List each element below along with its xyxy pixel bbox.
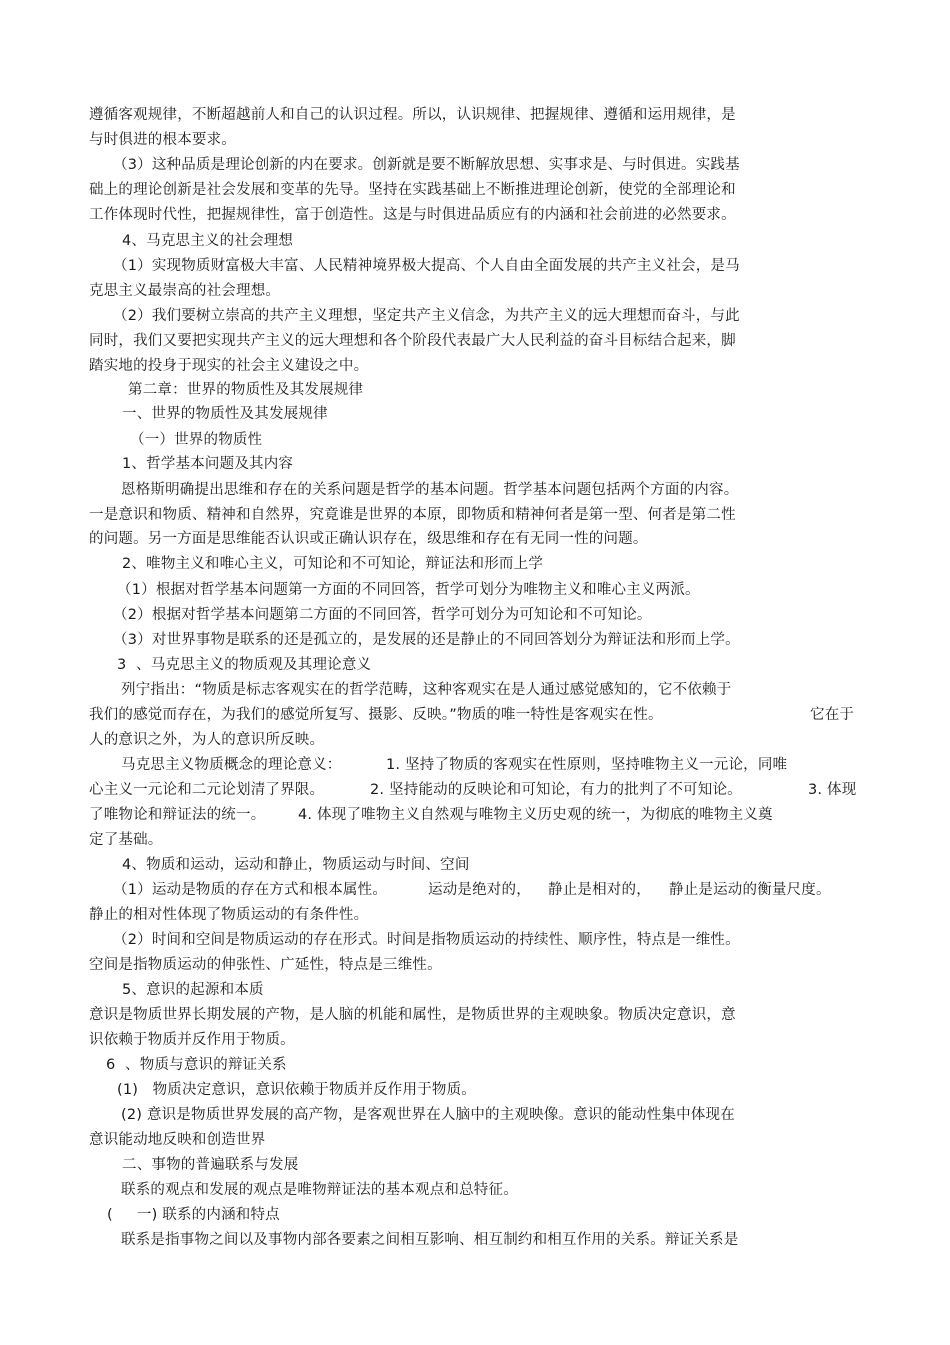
- section-heading: 二、事物的普遍联系与发展: [122, 1157, 299, 1173]
- text-line: 4. 体现了唯物主义自然观与唯物主义历史观的统一，为彻底的唯物主义奠: [298, 807, 773, 823]
- text-line: 心主义一元论和二元论划清了界限。: [89, 782, 325, 798]
- text-line: （2）我们要树立崇高的共产主义理想，坚定共产主义信念，为共产主义的远大理想而奋斗，与此: [113, 308, 740, 324]
- text-line: 一是意识和物质、精神和自然界，究竟谁是世界的本原，即物质和精神何者是第一型、何者是第二性: [89, 507, 736, 523]
- section-heading: 4、物质和运动，运动和静止，物质运动与时间、空间: [122, 857, 470, 873]
- text-line: （2）根据对哲学基本问题第二方面的不同回答，哲学可划分为可知论和不可知论。: [113, 607, 652, 623]
- text-line: 与时俱进的根本要求。: [89, 132, 236, 148]
- subsection-heading: （一）世界的物质性: [130, 432, 263, 448]
- text-line: 人的意识之外，为人的意识所反映。: [89, 732, 325, 748]
- text-line: 静止是运动的衡量尺度。: [669, 882, 831, 898]
- text-line: 踏实地的投身于现实的社会主义建设之中。: [89, 358, 369, 374]
- section-heading: 1、哲学基本问题及其内容: [122, 456, 294, 472]
- text-line: 定了基础。: [89, 832, 163, 848]
- text-line: 工作体现时代性，把握规律性，富于创造性。这是与时俱进品质应有的内涵和社会前进的必然要求。: [89, 207, 736, 223]
- text-line: （3）对世界事物是联系的还是孤立的，是发展的还是静止的不同回答划分为辩证法和形而上学。: [113, 632, 740, 648]
- text-line: 意识是物质世界长期发展的产物，是人脑的机能和属性，是物质世界的主观映象。物质决定意识，意: [89, 1007, 736, 1023]
- text-line: 同时，我们又要把实现共产主义的远大理想和各个阶段代表最广大人民利益的奋斗目标结合起来，脚: [89, 333, 736, 349]
- subsection-heading: ( 一) 联系的内涵和特点: [107, 1207, 280, 1223]
- text-line: （1）根据对哲学基本问题第一方面的不同回答，哲学可划分为唯物主义和唯心主义两派。: [117, 582, 700, 598]
- text-line: （1）运动是物质的存在方式和根本属性。: [113, 882, 388, 898]
- section-heading: 6 、物质与意识的辩证关系: [106, 1057, 287, 1073]
- text-line: 马克思主义物质概念的理论意义：: [121, 757, 342, 773]
- text-line: 列宁指出：“物质是标志客观实在的哲学范畴，这种客观实在是人通过感觉感知的，它不依赖于: [121, 682, 732, 698]
- text-line: 1. 坚持了物质的客观实在性原则，坚持唯物主义一元论，同唯: [386, 757, 788, 773]
- text-line: 2. 坚持能动的反映论和可知论，有力的批判了不可知论。: [370, 782, 742, 798]
- text-line: 础上的理论创新是社会发展和变革的先导。坚持在实践基础上不断推进理论创新，使党的全部理论和: [89, 182, 736, 198]
- text-line: 3. 体现: [808, 782, 857, 798]
- text-line: （1）实现物质财富极大丰富、人民精神境界极大提高、个人自由全面发展的共产主义社会，是马: [113, 258, 740, 274]
- text-line: 遵循客观规律，不断超越前人和自己的认识过程。所以，认识规律、把握规律、遵循和运用规律，是: [89, 107, 736, 123]
- text-line: (1) 物质决定意识，意识依赖于物质并反作用于物质。: [117, 1082, 476, 1098]
- text-line: 联系是指事物之间以及事物内部各要素之间相互影响、相互制约和相互作用的关系。辩证关系是: [121, 1232, 739, 1248]
- text-line: 识依赖于物质并反作用于物质。: [89, 1032, 295, 1048]
- section-heading: 一、世界的物质性及其发展规律: [122, 406, 328, 422]
- text-line: 静止是相对的，: [548, 882, 651, 898]
- text-line: 联系的观点和发展的观点是唯物辩证法的基本观点和总特征。: [121, 1182, 518, 1198]
- text-line: 我们的感觉而存在，为我们的感觉所复写、摄影、反映。”物质的唯一特性是客观实在性。: [89, 707, 663, 723]
- text-line: 空间是指物质运动的伸张性、广延性，特点是三维性。: [89, 957, 442, 973]
- text-line: 静止的相对性体现了物质运动的有条件性。: [89, 907, 369, 923]
- text-line: 了唯物论和辩证法的统一。: [89, 807, 266, 823]
- text-line: 意识能动地反映和创造世界: [89, 1132, 266, 1148]
- chapter-heading: 第二章：世界的物质性及其发展规律: [128, 382, 364, 398]
- section-heading: 3 、马克思主义的物质观及其理论意义: [117, 657, 372, 673]
- text-line: （2）时间和空间是物质运动的存在形式。时间是指物质运动的持续性、顺序性，特点是一维性。: [113, 932, 740, 948]
- text-line: 运动是绝对的，: [428, 882, 531, 898]
- text-line: (2) 意识是物质世界发展的高产物，是客观世界在人脑中的主观映像。意识的能动性集中体现在: [121, 1107, 735, 1123]
- section-heading: 5、意识的起源和本质: [122, 982, 264, 998]
- section-heading: 2、唯物主义和唯心主义，可知论和不可知论，辩证法和形而上学: [122, 556, 544, 572]
- section-heading: 4、马克思主义的社会理想: [122, 233, 294, 249]
- text-line: 克思主义最崇高的社会理想。: [89, 283, 281, 299]
- text-line: （3）这种品质是理论创新的内在要求。创新就是要不断解放思想、实事求是、与时俱进。实践基: [113, 157, 740, 173]
- text-line: 的问题。另一方面是思维能否认识或正确认识存在，级思维和存在有无同一性的问题。: [89, 531, 648, 547]
- text-line: 它在于: [810, 707, 855, 723]
- text-line: 恩格斯明确提出思维和存在的关系问题是哲学的基本问题。哲学基本问题包括两个方面的内容。: [121, 482, 739, 498]
